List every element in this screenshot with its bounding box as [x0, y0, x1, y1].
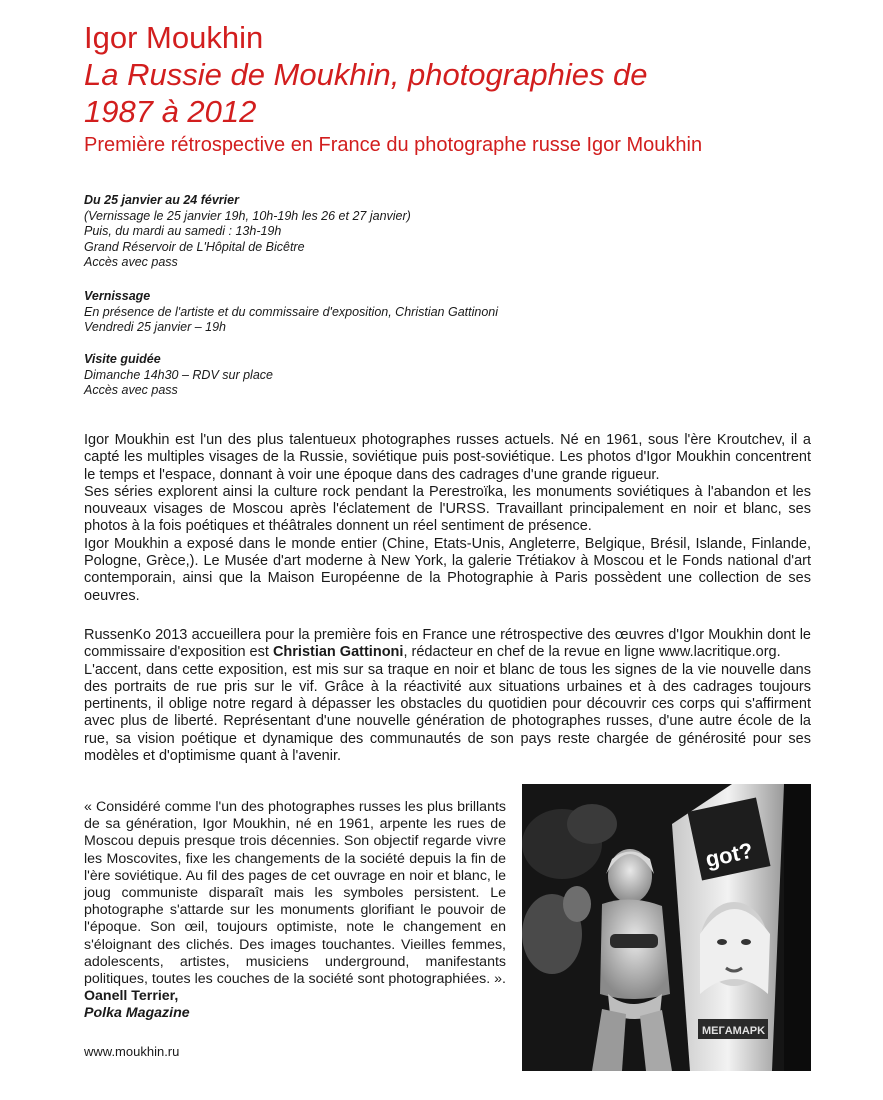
access-info: Accès avec pass — [84, 255, 178, 269]
guided-tour-block — [84, 352, 684, 399]
guided-tour-label: Visite guidée — [84, 352, 161, 366]
exhibition-title-line-2: 1987 à 2012 — [84, 94, 257, 129]
exhibition-photo — [522, 784, 811, 1071]
bio-paragraph: Igor Moukhin est l'un des plus talentueux photographes russes actuels. Né en 1961, sous l'ère Kroutchev, il a capté les multiples visages de la Russie, soviétique puis post-soviétique. Les photos d'Igor Moukhin concentrent le temps et l'espace, donnant à voir une époque dans des cadrages d'une grande rigueur. — [84, 432, 811, 483]
russenko-paragraph: L'accent, dans cette exposition, est mis sur sa traque en noir et blanc de tous les signes de la vie nouvelle dans des portraits de rue pris sur le vif. Grâce à la réactivité aux situations urbaines et à des cadrages toujours pertinents, il oblige notre regard à dépasser les obstacles du quotidien pour découvrir ces corps qui s'affirment avec plus de liberté. Représentant d'une nouvelle génération de photographes russes, d'une autre école de la rue, sa vision poétique et dynamique des communautés de son pays reste chargée de générosité pour ses modèles et d'optimisme quant à l'avenir. — [84, 661, 811, 765]
quote-text: « Considéré comme l'un des photographes russes les plus brillants de sa génération, Igor Moukhin, né en 1961, arpente les rues de Moscou depuis presque trois décennies. Son objectif regarde vivre les Moscovites, fixe les changements de la société depuis la fin de l'ère soviétique. Au fil des pages de cet ouvrage en noir et blanc, le joug communiste disparaît mais les symboles persistent. Le photographe s'attarde sur les monuments glorifiant le pouvoir de l'époque. Son œil, toujours optimiste, note le changement en s'éloignant des clichés. Des images touchantes. Vieilles femmes, adolescents, artistes, musiciens underground, manifestants politiques, toutes les couches de la société sont photographiées. ». — [84, 799, 506, 988]
opening-hours: Puis, du mardi au samedi : 13h-19h — [84, 224, 282, 238]
vernissage-label: Vernissage — [84, 289, 151, 303]
vernissage-presence: En présence de l'artiste et du commissaire d'exposition, Christian Gattinoni — [84, 304, 499, 319]
exhibition-dates-block — [84, 193, 684, 271]
russenko-section — [84, 627, 811, 765]
poster-brand: MEГAMAPK — [702, 1025, 766, 1037]
exhibition-title-line-1: La Russie de Moukhin, photographies de — [84, 57, 648, 92]
guided-tour-when: Dimanche 14h30 – RDV sur place — [84, 367, 273, 382]
bio-paragraph: Ses séries explorent ainsi la culture rock pendant la Perestroïka, les monuments soviétiques à l'abandon et les nouveaux visages de Moscou après l'éclatement de l'URSS. Travaillant principalement en noir et blanc, ses photos à la fois poétiques et théâtrales donnent un réel sentiment de présence. — [84, 483, 811, 535]
quote-author: Oanell Terrier, — [84, 988, 179, 1005]
bio-paragraph: Igor Moukhin a exposé dans le monde entier (Chine, Etats-Unis, Angleterre, Belgique, Brésil, Islande, Finlande, Pologne, Grèce,). Le Musée d'art moderne à New York, la galerie Trétiakov à Moscou et le Fonds national d'art contemporain, ainsi que la Maison Européenne de la Photographie à Paris possèdent une collection de ses oeuvres. — [84, 535, 811, 604]
curator-name: Christian Gattinoni — [272, 644, 404, 661]
page-header — [84, 20, 864, 158]
russenko-paragraph — [84, 627, 811, 662]
vernissage-note: (Vernissage le 25 janvier 19h, 10h-19h les 26 et 27 janvier) — [84, 208, 411, 223]
vernissage-block — [84, 289, 684, 336]
photo-illustration — [522, 784, 811, 1071]
russenko-text: , rédacteur en chef de la revue en ligne www.lacritique.org. — [403, 644, 781, 661]
exhibition-dates: Du 25 janvier au 24 février — [84, 193, 239, 207]
biography-section — [84, 432, 811, 605]
guided-tour-access: Accès avec pass — [84, 383, 178, 397]
exhibition-subtitle: Première rétrospective en France du photographe russe Igor Moukhin — [84, 134, 703, 156]
artist-name: Igor Moukhin — [84, 20, 264, 55]
poster-text: got? — [703, 837, 756, 873]
quote-publication: Polka Magazine — [84, 1005, 190, 1022]
russenko-text: RussenKo 2013 accueillera pour la première fois en France une rétrospective des œuvres d'Igor Moukhin dont le commissaire d'exposition est — [84, 627, 811, 661]
press-quote — [84, 799, 506, 1023]
website-link[interactable]: www.moukhin.ru — [84, 1044, 180, 1059]
venue: Grand Réservoir de L'Hôpital de Bicêtre — [84, 239, 305, 254]
vernissage-when: Vendredi 25 janvier – 19h — [84, 320, 226, 334]
